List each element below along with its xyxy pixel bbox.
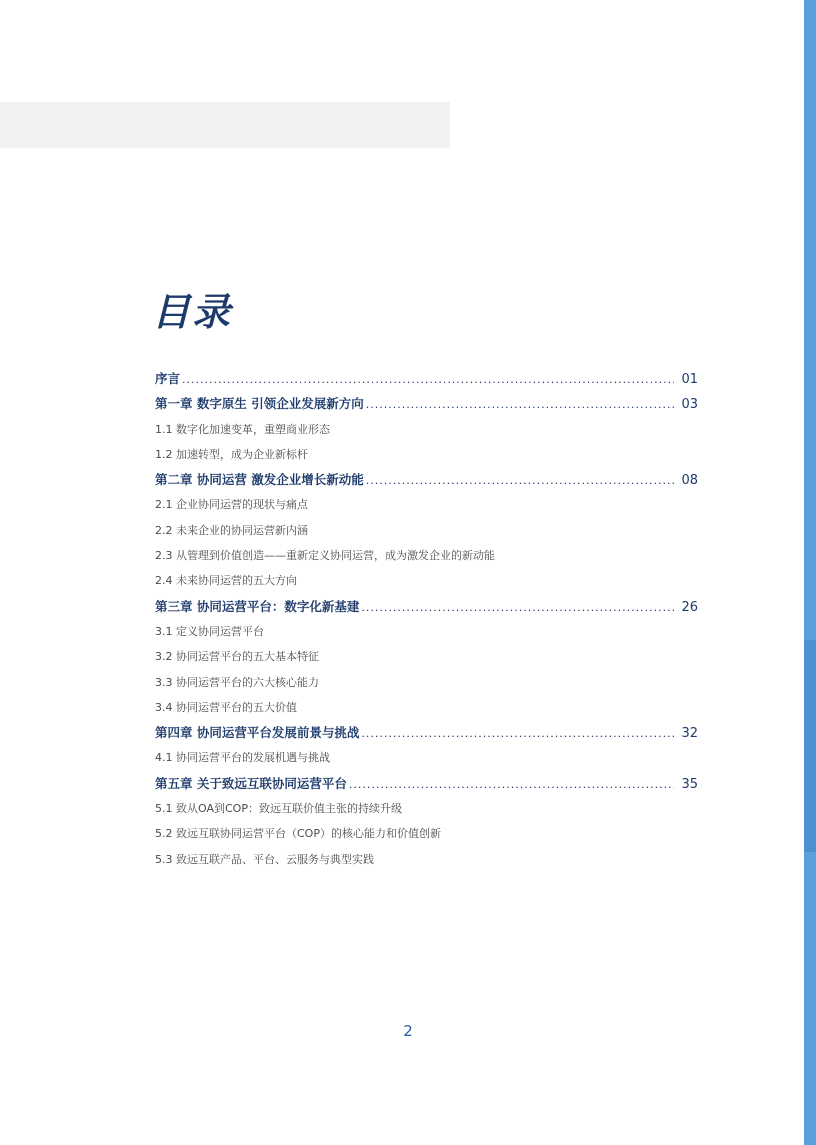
toc-entry-label: 5.2 致远互联协同运营平台（COP）的核心能力和价值创新 bbox=[155, 827, 441, 841]
toc-entry-label: 第一章 数字原生 引领企业发展新方向 bbox=[155, 396, 364, 412]
toc-chapter-entry[interactable] bbox=[155, 720, 698, 745]
page-number: 2 bbox=[403, 1022, 413, 1040]
toc-entry-label: 5.1 致从OA到COP：致远互联价值主张的持续升级 bbox=[155, 802, 402, 816]
toc-chapter-entry[interactable] bbox=[155, 391, 698, 416]
toc-chapter-entry[interactable] bbox=[155, 594, 698, 619]
toc-section-entry[interactable] bbox=[155, 644, 698, 669]
toc-entry-label: 3.3 协同运营平台的六大核心能力 bbox=[155, 675, 319, 689]
table-of-contents bbox=[155, 366, 698, 872]
toc-entry-label: 2.1 企业协同运营的现状与痛点 bbox=[155, 498, 308, 512]
toc-entry-page: 35 bbox=[681, 776, 698, 792]
side-color-strip-accent bbox=[804, 640, 816, 852]
toc-section-entry[interactable] bbox=[155, 619, 698, 644]
toc-section-entry[interactable] bbox=[155, 417, 698, 442]
toc-entry-page: 26 bbox=[681, 599, 698, 615]
toc-chapter-entry[interactable] bbox=[155, 467, 698, 492]
toc-entry-label: 第五章 关于致远互联协同运营平台 bbox=[155, 775, 347, 791]
toc-chapter-entry[interactable] bbox=[155, 771, 698, 796]
toc-section-entry[interactable] bbox=[155, 821, 698, 846]
toc-section-entry[interactable] bbox=[155, 695, 698, 720]
toc-entry-label: 第二章 协同运营 激发企业增长新动能 bbox=[155, 472, 364, 488]
toc-entry-label: 4.1 协同运营平台的发展机遇与挑战 bbox=[155, 751, 330, 765]
toc-section-entry[interactable] bbox=[155, 543, 698, 568]
toc-dot-leader bbox=[349, 772, 674, 797]
toc-section-entry[interactable] bbox=[155, 492, 698, 517]
toc-entry-label: 第三章 协同运营平台：数字化新基建 bbox=[155, 598, 360, 614]
toc-entry-label: 序言 bbox=[155, 371, 181, 386]
toc-section-entry[interactable] bbox=[155, 568, 698, 593]
toc-entry-label: 3.4 协同运营平台的五大价值 bbox=[155, 700, 297, 714]
toc-entry-label: 3.1 定义协同运营平台 bbox=[155, 624, 264, 638]
toc-entry-label: 第四章 协同运营平台发展前景与挑战 bbox=[155, 725, 360, 741]
toc-title: 目录 bbox=[152, 290, 233, 334]
toc-entry-page: 01 bbox=[681, 372, 698, 387]
toc-dot-leader bbox=[182, 367, 674, 392]
toc-dot-leader bbox=[361, 721, 674, 746]
toc-entry-page: 03 bbox=[681, 397, 698, 413]
side-color-strip bbox=[804, 0, 816, 1145]
toc-entry-label: 2.4 未来协同运营的五大方向 bbox=[155, 574, 297, 588]
toc-section-entry[interactable] bbox=[155, 518, 698, 543]
toc-section-entry[interactable] bbox=[155, 796, 698, 821]
header-decor-band bbox=[0, 102, 450, 148]
toc-entry-label: 1.1 数字化加速变革，重塑商业形态 bbox=[155, 422, 330, 436]
toc-entry-label: 2.2 未来企业的协同运营新内涵 bbox=[155, 523, 308, 537]
toc-section-entry[interactable] bbox=[155, 670, 698, 695]
toc-section-entry[interactable] bbox=[155, 745, 698, 770]
toc-chapter-entry[interactable] bbox=[155, 366, 698, 391]
toc-section-entry[interactable] bbox=[155, 442, 698, 467]
toc-entry-label: 3.2 协同运营平台的五大基本特征 bbox=[155, 650, 319, 664]
toc-entry-label: 5.3 致远互联产品、平台、云服务与典型实践 bbox=[155, 852, 374, 866]
toc-entry-page: 08 bbox=[681, 473, 698, 489]
toc-entry-label: 1.2 加速转型，成为企业新标杆 bbox=[155, 447, 308, 461]
toc-entry-page: 32 bbox=[681, 726, 698, 742]
toc-section-entry[interactable] bbox=[155, 847, 698, 872]
toc-entry-label: 2.3 从管理到价值创造——重新定义协同运营，成为激发企业的新动能 bbox=[155, 549, 495, 563]
toc-dot-leader bbox=[361, 595, 674, 620]
toc-dot-leader bbox=[366, 468, 674, 493]
toc-dot-leader bbox=[366, 392, 674, 417]
